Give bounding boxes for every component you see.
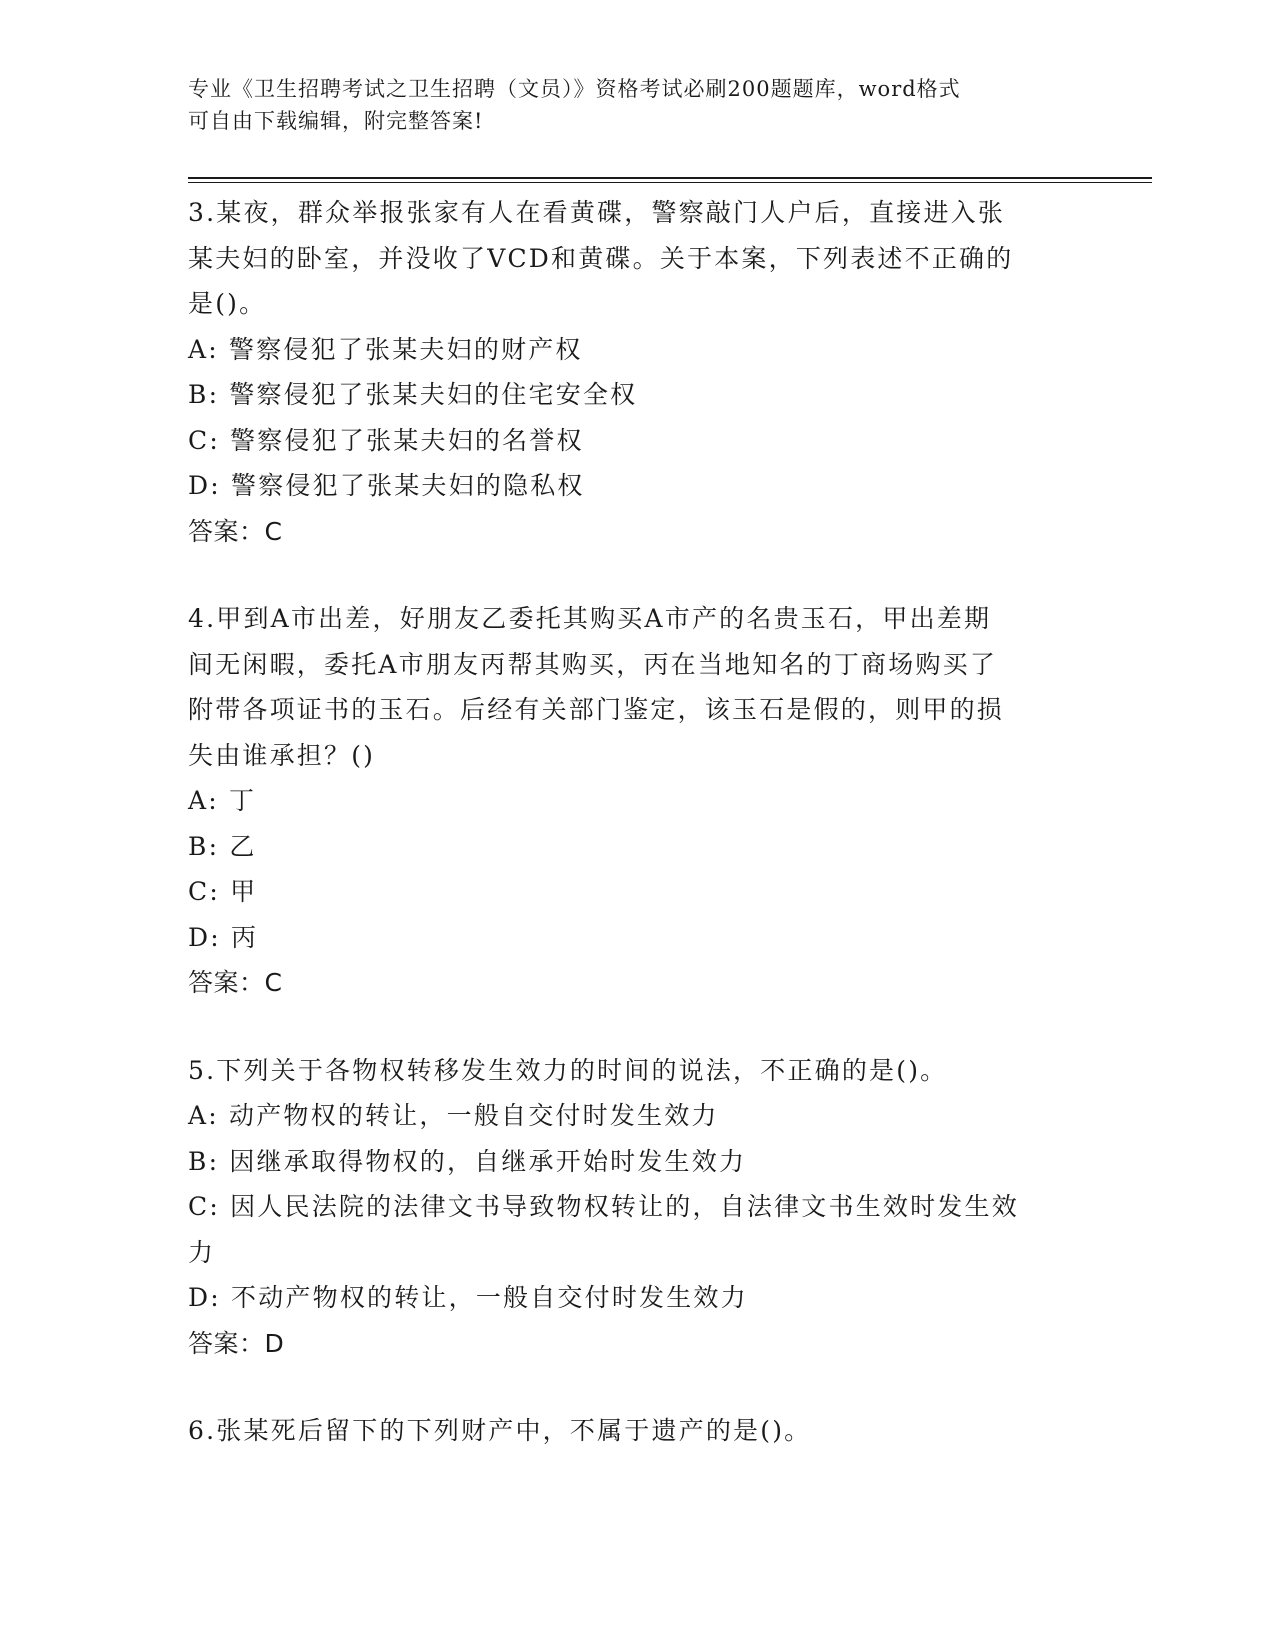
header-divider-thin xyxy=(188,182,1152,183)
document-header xyxy=(188,73,1068,137)
answer-line: 答案：D xyxy=(188,1328,285,1358)
question-text-line: 6.张某死后留下的下列财产中，不属于遗产的是()。 xyxy=(188,1416,812,1445)
question-text-line: 某夫妇的卧室，并没收了VCD和黄碟。关于本案，下列表述不正确的 xyxy=(188,243,1014,273)
question-text-line: 间无闲暇，委托A市朋友丙帮其购买，丙在当地知名的丁商场购买了 xyxy=(188,649,998,679)
header-divider-thick xyxy=(188,177,1152,179)
answer-line: 答案：C xyxy=(188,516,283,546)
question-list xyxy=(188,190,1088,1496)
question-text-line: 5.下列关于各物权转移发生效力的时间的说法，不正确的是()。 xyxy=(188,1055,948,1085)
option-c: C: 警察侵犯了张某夫妇的名誉权 xyxy=(188,425,584,455)
question-6 xyxy=(188,1408,1088,1454)
question-3 xyxy=(188,190,1088,554)
option-a: A: 丁 xyxy=(188,786,257,815)
header-line-1: 专业《卫生招聘考试之卫生招聘（文员）》资格考试必刷200题题库，word格式 xyxy=(188,77,961,101)
question-text-line: 附带各项证书的玉石。后经有关部门鉴定，该玉石是假的，则甲的损 xyxy=(188,695,1005,724)
question-text-line: 3.某夜，群众举报张家有人在看黄碟，警察敲门人户后，直接进入张 xyxy=(188,198,1006,227)
option-b: B: 因继承取得物权的，自继承开始时发生效力 xyxy=(188,1146,747,1176)
question-text-line: 4.甲到A市出差，好朋友乙委托其购买A市产的名贵玉石，甲出差期 xyxy=(188,604,992,633)
question-text-line: 失由谁承担？() xyxy=(188,740,376,770)
question-5 xyxy=(188,1048,1088,1367)
option-d: D: 丙 xyxy=(188,922,259,952)
option-b: B: 乙 xyxy=(188,831,257,861)
option-a: A: 动产物权的转让，一般自交付时发生效力 xyxy=(188,1101,719,1130)
option-c-continued: 力 xyxy=(188,1237,216,1267)
option-b: B: 警察侵犯了张某夫妇的住宅安全权 xyxy=(188,380,638,409)
option-c: C: 甲 xyxy=(188,877,258,906)
answer-line: 答案：C xyxy=(188,968,283,997)
question-text-line: 是()。 xyxy=(188,289,267,318)
option-d: D: 警察侵犯了张某夫妇的隐私权 xyxy=(188,471,585,500)
option-d: D: 不动产物权的转让，一般自交付时发生效力 xyxy=(188,1283,748,1312)
option-a: A: 警察侵犯了张某夫妇的财产权 xyxy=(188,334,583,364)
header-line-2: 可自由下载编辑，附完整答案! xyxy=(188,109,484,133)
question-4 xyxy=(188,596,1088,1006)
option-c: C: 因人民法院的法律文书导致物权转让的，自法律文书生效时发生效 xyxy=(188,1192,1019,1221)
